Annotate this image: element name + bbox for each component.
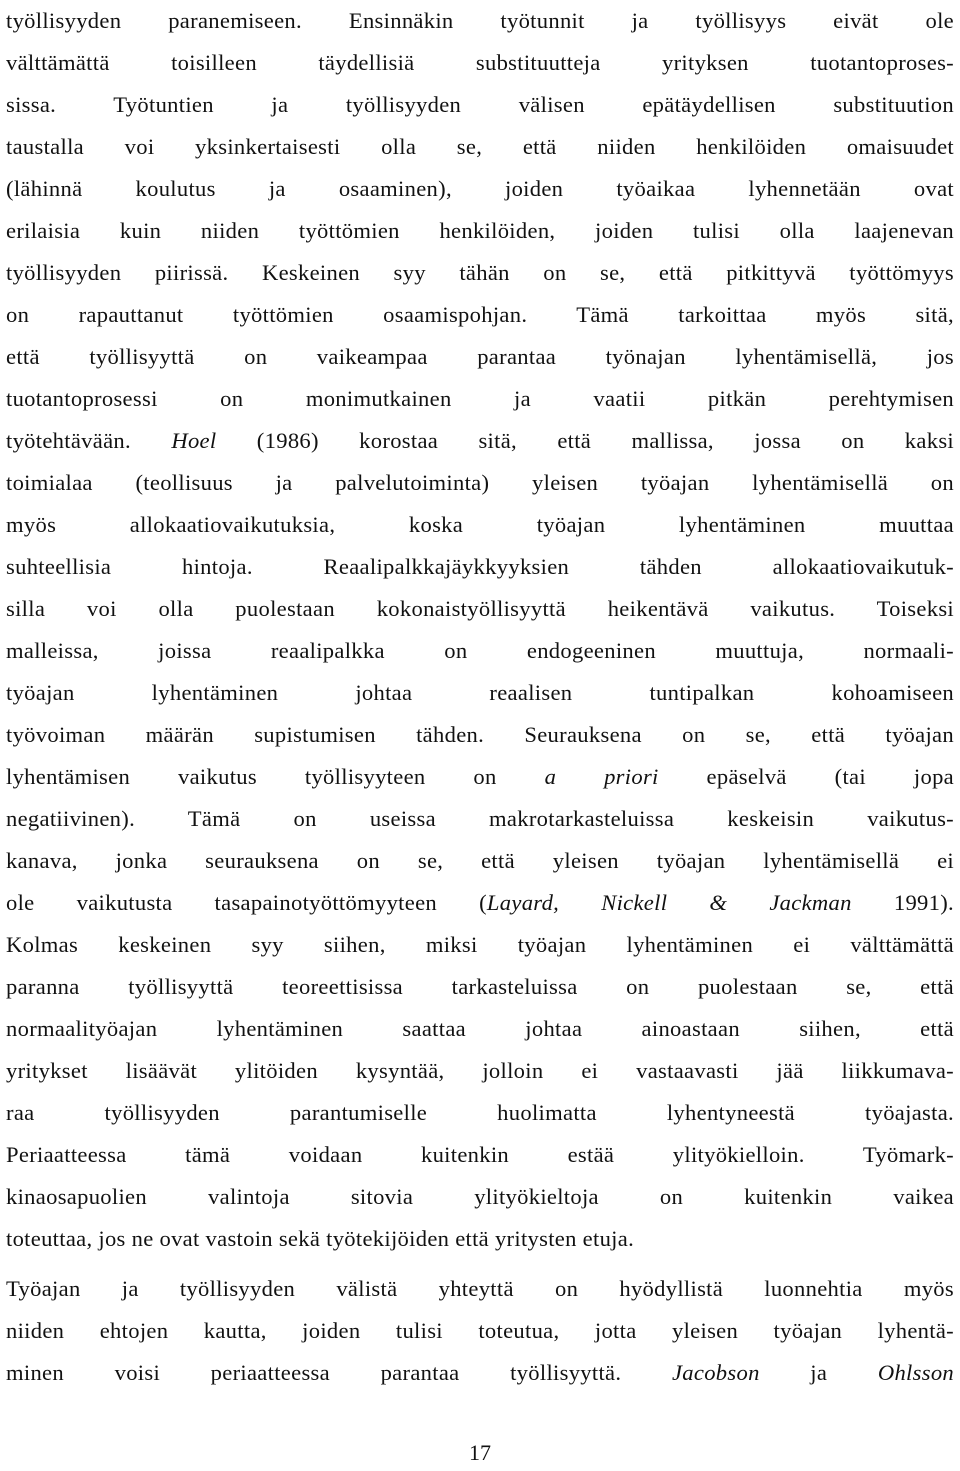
text-line: työllisyyden paranemiseen. Ensinnäkin työtunnit ja työllisyys eivät ole <box>6 8 954 33</box>
text-line: Periaatteessa tämä voidaan kuitenkin estää ylityökielloin. Työmark- <box>6 1142 954 1167</box>
text-line: normaalityöajan lyhentäminen saattaa johtaa ainoastaan siihen, että <box>6 1016 954 1041</box>
line-text: ole vaikutusta tasapainotyöttömyyteen ( <box>6 890 487 915</box>
text-line: työajan lyhentäminen johtaa reaalisen tuntipalkan kohoamiseen <box>6 680 954 705</box>
text-line: välttämättä toisilleen täydellisiä substituutteja yrityksen tuotantoproses- <box>6 50 954 75</box>
citation-author: Hoel <box>171 428 217 453</box>
latin-phrase: a priori <box>544 764 659 789</box>
line-text: työtehtävään. <box>6 428 172 453</box>
text-line <box>6 882 954 924</box>
text-line: niiden ehtojen kautta, joiden tulisi toteutua, jotta yleisen työajan lyhentä- <box>6 1318 954 1343</box>
text-line: työvoiman määrän supistumisen tähden. Seurauksena on se, että työajan <box>6 722 954 747</box>
page-number: 17 <box>469 1440 491 1465</box>
text-line: kanava, jonka seurauksena on se, että yleisen työajan lyhentämisellä ei <box>6 848 954 873</box>
text-line <box>6 756 954 798</box>
text-line: malleissa, joissa reaalipalkka on endogeeninen muuttuja, normaali- <box>6 638 954 663</box>
line-text: epäselvä (tai jopa <box>658 764 954 789</box>
line-text: minen voisi periaatteessa parantaa työllisyyttä. <box>6 1360 672 1385</box>
text-line: tuotantoprosessi on monimutkainen ja vaatii pitkän perehtymisen <box>6 386 954 411</box>
text-line <box>6 420 954 462</box>
line-text: 1991). <box>851 890 955 915</box>
text-line: (lähinnä koulutus ja osaaminen), joiden työaikaa lyhennetään ovat <box>6 176 954 201</box>
text-line: erilaisia kuin niiden työttömien henkilöiden, joiden tulisi olla laajenevan <box>6 218 954 243</box>
text-line: on rapauttanut työttömien osaamispohjan. Tämä tarkoittaa myös sitä, <box>6 302 954 327</box>
text-line: yritykset lisäävät ylitöiden kysyntää, jolloin ei vastaavasti jää liikkumava- <box>6 1058 954 1083</box>
text-line: paranna työllisyyttä teoreettisissa tarkasteluissa on puolestaan se, että <box>6 974 954 999</box>
text-line: Kolmas keskeinen syy siihen, miksi työajan lyhentäminen ei välttämättä <box>6 932 954 957</box>
text-line: silla voi olla puolestaan kokonaistyöllisyyttä heikentävä vaikutus. Toiseksi <box>6 596 954 621</box>
text-line: myös allokaatiovaikutuksia, koska työajan lyhentäminen muuttaa <box>6 512 954 537</box>
citation-authors: Layard, Nickell & Jackman <box>486 890 852 915</box>
citation-author: Jacobson <box>671 1360 760 1385</box>
text-line: taustalla voi yksinkertaisesti olla se, että niiden henkilöiden omaisuudet <box>6 134 954 159</box>
text-line: kinaosapuolien valintoja sitovia ylityökieltoja on kuitenkin vaikea <box>6 1184 954 1209</box>
text-line: suhteellisia hintoja. Reaalipalkkajäykkyyksien tähden allokaatiovaikutuk- <box>6 554 954 579</box>
text-line: toimialaa (teollisuus ja palvelutoiminta) yleisen työajan lyhentämisellä on <box>6 470 954 495</box>
line-text: ja <box>759 1360 878 1385</box>
text-line: toteuttaa, jos ne ovat vastoin sekä työtekijöiden että yritysten etuja. <box>6 1226 635 1251</box>
text-line: Työajan ja työllisyyden välistä yhteyttä on hyödyllistä luonnehtia myös <box>6 1276 954 1301</box>
text-line: työllisyyden piirissä. Keskeinen syy tähän on se, että pitkittyvä työttömyys <box>6 260 954 285</box>
text-line: negatiivinen). Tämä on useissa makrotarkasteluissa keskeisin vaikutus- <box>6 806 954 831</box>
text-line: raa työllisyyden parantumiselle huolimatta lyhentyneestä työajasta. <box>6 1100 954 1125</box>
citation-author: Ohlsson <box>877 1360 955 1385</box>
text-line: että työllisyyttä on vaikeampaa parantaa työnajan lyhentämisellä, jos <box>6 344 954 369</box>
line-text: (1986) korostaa sitä, että mallissa, jossa on kaksi <box>216 428 954 453</box>
text-line <box>6 1352 954 1394</box>
line-text: lyhentämisen vaikutus työllisyyteen on <box>6 764 545 789</box>
text-line: sissa. Työtuntien ja työllisyyden välisen epätäydellisen substituution <box>6 92 954 117</box>
